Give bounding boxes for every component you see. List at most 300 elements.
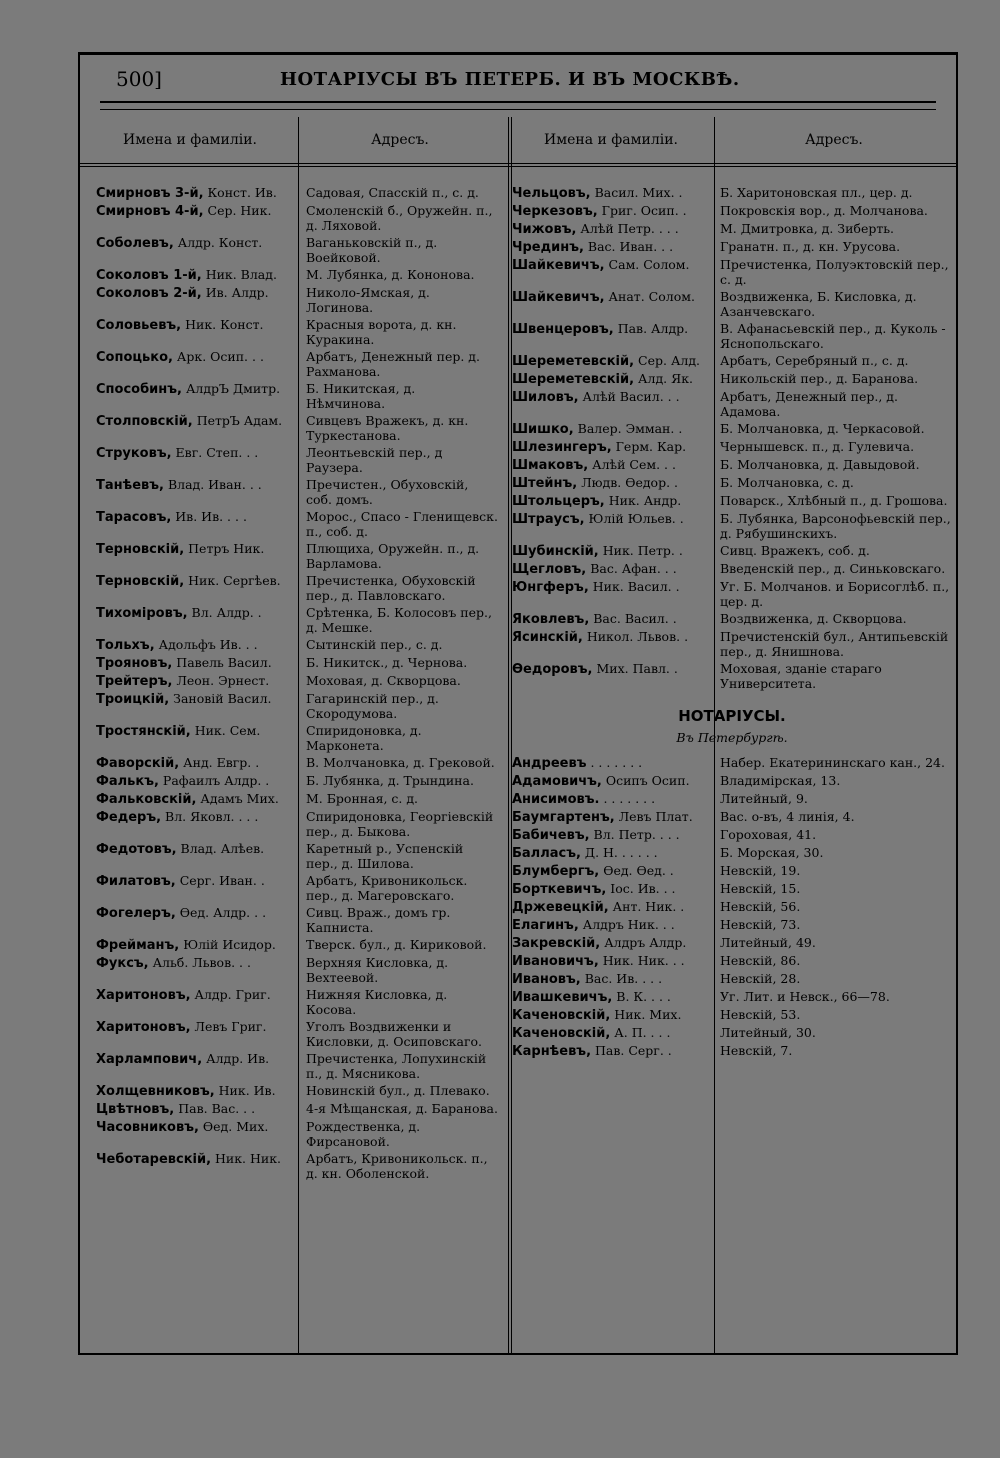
entry-surname: Соколовъ 2-й, xyxy=(96,286,202,301)
entry-initials: Павель Васил. xyxy=(176,655,272,670)
entry-initials: Ив. Ив. . . . xyxy=(175,509,247,524)
entry-initials: Ѳед. Ѳед. . xyxy=(603,863,674,878)
entry-row xyxy=(512,863,952,879)
entry-address: Моховая, зданіе стараго Университета. xyxy=(720,661,882,691)
entry-address: Гороховая, 41. xyxy=(720,827,817,842)
entry-address: Б. Никитская, д. Нѣмчинова. xyxy=(306,381,416,411)
entry-name xyxy=(512,289,716,319)
entry-name xyxy=(512,791,716,807)
entry-surname: Штейнъ, xyxy=(512,476,578,491)
entry-address: Арбатъ, Кривоникольск. пер., д. Магеровскаго. xyxy=(306,873,468,903)
entry-address: Морос., Спасо - Гленищевск. п., соб. д. xyxy=(306,509,498,539)
entry-initials: Пав. Алдр. xyxy=(617,321,689,336)
entry-name xyxy=(96,691,302,721)
entry-row xyxy=(96,791,498,807)
entry-row xyxy=(512,289,952,319)
entry-name xyxy=(512,755,716,771)
entry-name xyxy=(512,353,716,369)
entry-initials: Вас. Иван. . . xyxy=(587,239,674,254)
entry-name xyxy=(512,953,716,969)
entry-name xyxy=(512,773,716,789)
entry-name xyxy=(512,579,716,609)
entry-initials: Ник. Ник. . . xyxy=(602,953,685,968)
entry-name xyxy=(512,935,716,951)
entry-surname: Шиловъ, xyxy=(512,390,579,405)
entry-initials: Ив. Алдр. xyxy=(205,285,269,300)
entry-name xyxy=(512,629,716,659)
entry-address: Рождественка, д. Фирсановой. xyxy=(306,1119,421,1149)
entry-row xyxy=(512,371,952,387)
entry-surname: Щегловъ, xyxy=(512,562,587,577)
entry-address: Спиридоновка, д. Марконета. xyxy=(306,723,422,753)
entry-surname: Соболевъ, xyxy=(96,236,174,251)
entry-row xyxy=(512,1007,952,1023)
entry-initials: Влад. Иван. . . xyxy=(167,477,262,492)
entry-initials: Адольфъ Ив. . . xyxy=(158,637,258,652)
entry-name xyxy=(512,863,716,879)
entry-initials: Алдр. Григ. xyxy=(194,987,271,1002)
entry-surname: Каченовскій, xyxy=(512,1026,611,1041)
entry-address: Уг. Б. Молчанов. и Борисоглѣб. п., цер. д. xyxy=(720,579,950,609)
entry-surname: Смирновъ 4-й, xyxy=(96,204,204,219)
entry-address: Б. Харитоновская пл., цер. д. xyxy=(720,185,913,200)
entry-surname: Шмаковъ, xyxy=(512,458,589,473)
entry-initials: Юлій Юльев. . xyxy=(588,511,684,526)
entry-address: Нижняя Кисловка, д. Косова. xyxy=(306,987,448,1017)
page-number: 500] xyxy=(116,67,162,91)
entry-address: Каретный р., Успенскій пер., д. Шилова. xyxy=(306,841,464,871)
entry-name xyxy=(96,755,302,771)
entry-surname: Шишко, xyxy=(512,422,574,437)
entry-surname: Столповскій, xyxy=(96,414,193,429)
entry-row xyxy=(512,917,952,933)
entry-row xyxy=(96,987,498,1017)
entry-row xyxy=(512,773,952,789)
entry-initials: Людв. Ѳедор. . xyxy=(581,475,678,490)
entry-row xyxy=(512,755,952,771)
entry-address: В. Молчановка, д. Грековой. xyxy=(306,755,495,770)
entry-row xyxy=(512,475,952,491)
entry-row xyxy=(96,1151,498,1181)
entry-address: Тверск. бул., д. Кириковой. xyxy=(306,937,487,952)
entry-address: М. Лубянка, д. Кононова. xyxy=(306,267,475,282)
entry-initials: Герм. Кар. xyxy=(615,439,687,454)
entry-surname: Ивашкевичъ, xyxy=(512,990,613,1005)
entry-name xyxy=(512,493,716,509)
entry-surname: Фалькъ, xyxy=(96,774,159,789)
entry-surname: Терновскій, xyxy=(96,542,185,557)
entry-initials: Ник. Ив. xyxy=(218,1083,276,1098)
entry-initials: Влад. Алѣев. xyxy=(180,841,265,856)
entry-initials: Зановій Васил. xyxy=(173,691,272,706)
entry-address: Владимірская, 13. xyxy=(720,773,841,788)
entry-name xyxy=(512,457,716,473)
entry-initials: В. К. . . . xyxy=(616,989,671,1004)
entry-row xyxy=(512,611,952,627)
entry-name xyxy=(96,773,302,789)
entry-initials: Альб. Львов. . . xyxy=(152,955,251,970)
entry-surname: Цвѣтновъ, xyxy=(96,1102,175,1117)
entry-name xyxy=(512,511,716,541)
entry-row xyxy=(512,629,952,659)
entry-surname: Терновскій, xyxy=(96,574,185,589)
entry-address: Спиридоновка, Георгіевскій пер., д. Быкова. xyxy=(306,809,494,839)
entry-address: Б. Молчановка, с. д. xyxy=(720,475,854,490)
entry-initials: Адамъ Мих. xyxy=(200,791,279,806)
entry-address: Сытинскій пер., с. д. xyxy=(306,637,443,652)
entry-surname: Баумгартенъ, xyxy=(512,810,615,825)
entry-row xyxy=(96,873,498,903)
entry-surname: Адамовичъ, xyxy=(512,774,602,789)
entry-name xyxy=(96,655,302,671)
entry-surname: Соловьевъ, xyxy=(96,318,182,333)
section-subtitle: Въ Петербургѣ. xyxy=(676,730,788,745)
entry-address: Набер. Екатерининскаго кан., 24. xyxy=(720,755,945,770)
entry-initials: Ник. Мих. xyxy=(614,1007,682,1022)
entry-row xyxy=(96,285,498,315)
entry-name xyxy=(96,809,302,839)
entry-initials: Конст. Ив. xyxy=(207,185,277,200)
entry-row xyxy=(96,235,498,265)
entry-surname: Федеръ, xyxy=(96,810,162,825)
entry-initials: Ник. Андр. xyxy=(608,493,682,508)
entry-address: Невскій, 28. xyxy=(720,971,801,986)
entry-address: Невскій, 73. xyxy=(720,917,801,932)
entry-surname: Фогелеръ, xyxy=(96,906,176,921)
entry-name xyxy=(96,203,302,233)
entry-row xyxy=(96,267,498,283)
entry-address: Литейный, 9. xyxy=(720,791,808,806)
entry-surname: Яковлевъ, xyxy=(512,612,590,627)
entry-address: Воздвиженка, Б. Кисловка, д. Азанчевскаго. xyxy=(720,289,917,319)
entry-name xyxy=(96,573,302,603)
entry-initials: . . . . . . . xyxy=(590,755,643,770)
entry-name xyxy=(512,845,716,861)
entry-initials: Евг. Степ. . . xyxy=(175,445,259,460)
entry-row xyxy=(512,543,952,559)
entry-address: Б. Лубянка, Варсонофьевскій пер., д. Рябушинскихъ. xyxy=(720,511,951,541)
col-header-names-right: Имена и фамиліи. xyxy=(544,132,678,148)
entry-initials: Алѣй Сем. . . xyxy=(592,457,676,472)
entry-initials: Левъ Плат. xyxy=(618,809,693,824)
entry-address: Срѣтенка, Б. Колосовъ пер., д. Мешке. xyxy=(306,605,492,635)
entry-row xyxy=(96,573,498,603)
entry-initials: Вл. Алдр. . xyxy=(191,605,262,620)
entry-row xyxy=(512,845,952,861)
entry-initials: Ант. Ник. . xyxy=(612,899,685,914)
entry-row xyxy=(96,755,498,771)
entry-surname: Елагинъ, xyxy=(512,918,579,933)
entry-name xyxy=(512,661,716,691)
entry-address: Гранатн. п., д. кн. Урусова. xyxy=(720,239,901,254)
entry-surname: Швенцеровъ, xyxy=(512,322,614,337)
page-header xyxy=(80,67,956,97)
entry-initials: Пав. Серг. . xyxy=(595,1043,672,1058)
entry-row xyxy=(512,827,952,843)
entry-surname: Троицкій, xyxy=(96,692,170,707)
entry-surname: Харитоновъ, xyxy=(96,988,191,1003)
entry-address: Арбатъ, Денежный пер. д. Рахманова. xyxy=(306,349,480,379)
entry-address: Б. Лубянка, д. Трындина. xyxy=(306,773,474,788)
entry-row xyxy=(512,493,952,509)
entry-name xyxy=(96,723,302,753)
entry-initials: Петръ Ник. xyxy=(188,541,265,556)
col-header-address-left: Адресъ. xyxy=(371,132,429,148)
entry-surname: Танѣевъ, xyxy=(96,478,164,493)
entry-initials: Ник. Васил. . xyxy=(592,579,680,594)
entry-name xyxy=(96,267,302,283)
entry-initials: Алдръ Алдр. xyxy=(604,935,687,950)
entry-initials: Алѣй Васил. . . xyxy=(582,389,680,404)
entry-name xyxy=(512,809,716,825)
entry-surname: Черкезовъ, xyxy=(512,204,598,219)
entry-row xyxy=(512,1025,952,1041)
entry-surname: Шереметевскій, xyxy=(512,372,635,387)
entry-address: 4-я Мѣщанская, д. Баранова. xyxy=(306,1101,498,1116)
entry-surname: Федотовъ, xyxy=(96,842,177,857)
entry-address: Сивцевъ Вражекъ, д. кн. Туркестанова. xyxy=(306,413,469,443)
entry-address: Невскій, 7. xyxy=(720,1043,793,1058)
entry-row xyxy=(512,579,952,609)
entry-row xyxy=(96,413,498,443)
entry-surname: Тарасовъ, xyxy=(96,510,172,525)
entry-surname: Шлезингеръ, xyxy=(512,440,612,455)
entry-initials: Вас. Ив. . . . xyxy=(584,971,663,986)
entry-surname: Чижовъ, xyxy=(512,222,577,237)
entry-row xyxy=(512,389,952,419)
entry-name xyxy=(96,285,302,315)
entry-address: Покровскія вор., д. Молчанова. xyxy=(720,203,928,218)
entry-address: Уг. Лит. и Невск., 66—78. xyxy=(720,989,890,1004)
entry-name xyxy=(512,421,716,437)
entry-name xyxy=(96,477,302,507)
entry-address: Ваганьковскій п., д. Воейковой. xyxy=(306,235,438,265)
left-entries xyxy=(96,185,498,1183)
entry-address: Верхняя Кисловка, д. Вехтеевой. xyxy=(306,955,449,985)
col-header-names-left: Имена и фамиліи. xyxy=(123,132,257,148)
entry-initials: Алд. Як. xyxy=(638,371,693,386)
entry-row xyxy=(512,561,952,577)
entry-surname: Држевецкій, xyxy=(512,900,609,915)
entry-surname: Соколовъ 1-й, xyxy=(96,268,202,283)
entry-initials: Алдр. Конст. xyxy=(177,235,263,250)
entry-name xyxy=(96,317,302,347)
entry-name xyxy=(512,899,716,915)
entry-row xyxy=(96,541,498,571)
entry-initials: Мих. Павл. . xyxy=(596,661,678,676)
entry-name xyxy=(96,413,302,443)
entry-surname: Тихоміровъ, xyxy=(96,606,188,621)
entry-address: Гагаринскій пер., д. Скородумова. xyxy=(306,691,439,721)
entry-name xyxy=(512,971,716,987)
entry-address: Красныя ворота, д. кн. Куракина. xyxy=(306,317,457,347)
entry-name xyxy=(96,1083,302,1099)
entry-initials: Вас. Афан. . . xyxy=(590,561,677,576)
entry-address: Б. Молчановка, д. Давыдовой. xyxy=(720,457,920,472)
entry-surname: Шубинскій, xyxy=(512,544,599,559)
entry-surname: Способинъ, xyxy=(96,382,182,397)
entry-name xyxy=(512,203,716,219)
entry-surname: Трояновъ, xyxy=(96,656,173,671)
entry-initials: Ник. Петр. . xyxy=(602,543,683,558)
entry-name xyxy=(512,389,716,419)
entry-row xyxy=(512,257,952,287)
entry-address: Невскій, 15. xyxy=(720,881,801,896)
entry-row xyxy=(96,1083,498,1099)
entry-surname: Каченовскій, xyxy=(512,1008,611,1023)
entry-name xyxy=(512,239,716,255)
entry-name xyxy=(96,605,302,635)
entry-row xyxy=(96,637,498,653)
entry-address: Пречистенка, Полуэктовскій пер., с. д. xyxy=(720,257,949,287)
entry-name xyxy=(512,543,716,559)
entry-initials: Левъ Григ. xyxy=(194,1019,267,1034)
entry-name xyxy=(512,611,716,627)
entry-name xyxy=(512,827,716,843)
entry-initials: Пав. Вас. . . xyxy=(178,1101,256,1116)
column-divider xyxy=(508,117,509,1353)
entry-address: Введенскій пер., д. Синьковскаго. xyxy=(720,561,946,576)
entry-address: Николо-Ямская, д. Логинова. xyxy=(306,285,430,315)
entry-row xyxy=(512,881,952,897)
entry-name xyxy=(96,381,302,411)
entry-name xyxy=(96,905,302,935)
entry-initials: Іос. Ив. . . xyxy=(610,881,676,896)
entry-address: Невскій, 53. xyxy=(720,1007,801,1022)
entry-surname: Бабичевъ, xyxy=(512,828,590,843)
entry-row xyxy=(512,321,952,351)
entry-row xyxy=(512,203,952,219)
entry-address: Б. Никитск., д. Чернова. xyxy=(306,655,468,670)
entry-initials: Ѳед. Алдр. . . xyxy=(179,905,267,920)
entry-address: Вас. о-въ, 4 линія, 4. xyxy=(720,809,855,824)
entry-address: Пречистенка, Лопухинскій п., д. Мясникова. xyxy=(306,1051,487,1081)
entry-address: Поварск., Хлѣбный п., д. Грошова. xyxy=(720,493,948,508)
entry-initials: Леон. Эрнест. xyxy=(176,673,270,688)
entry-initials: ПетрЪ Адам. xyxy=(196,413,283,428)
entry-surname: Шереметевскій, xyxy=(512,354,635,369)
entry-name xyxy=(96,1119,302,1149)
entry-surname: Чеботаревскій, xyxy=(96,1152,212,1167)
entry-initials: Васил. Мих. . xyxy=(594,185,683,200)
entry-row xyxy=(512,1043,952,1059)
entry-surname: Фуксъ, xyxy=(96,956,149,971)
header-rule xyxy=(80,166,956,167)
entry-surname: Ивановъ, xyxy=(512,972,581,987)
entry-row xyxy=(96,1101,498,1117)
entry-row xyxy=(96,349,498,379)
entry-name xyxy=(96,841,302,871)
entry-row xyxy=(96,655,498,671)
entry-name xyxy=(96,235,302,265)
right-entries xyxy=(512,185,952,1061)
entry-surname: Юнгферъ, xyxy=(512,580,589,595)
entry-address: Никольскій пер., д. Баранова. xyxy=(720,371,919,386)
entry-address: Б. Морская, 30. xyxy=(720,845,824,860)
entry-initials: Алѣй Петр. . . . xyxy=(580,221,679,236)
entry-surname: Ѳедоровъ, xyxy=(512,662,593,677)
entry-row xyxy=(512,457,952,473)
entry-address: Моховая, д. Скворцова. xyxy=(306,673,461,688)
entry-surname: Ясинскій, xyxy=(512,630,583,645)
ornament-rule xyxy=(100,101,936,110)
entry-address: Невскій, 19. xyxy=(720,863,801,878)
entry-row xyxy=(512,439,952,455)
entry-row xyxy=(96,1051,498,1081)
entry-address: Уголъ Воздвиженки и Кисловки, д. Осиповскаго. xyxy=(306,1019,483,1049)
entry-name xyxy=(96,637,302,653)
entry-name xyxy=(512,371,716,387)
entry-row xyxy=(96,509,498,539)
entry-address: Пречистен., Обуховскій, соб. домъ. xyxy=(306,477,469,507)
entry-row xyxy=(512,239,952,255)
entry-name xyxy=(512,881,716,897)
entry-name xyxy=(96,791,302,807)
entry-address: Невскій, 56. xyxy=(720,899,801,914)
entry-initials: Сам. Солом. xyxy=(608,257,690,272)
entry-address: Чернышевск. п., д. Гулевича. xyxy=(720,439,915,454)
entry-initials: А. П. . . . xyxy=(614,1025,671,1040)
entry-name xyxy=(512,989,716,1005)
entry-surname: Блумбергъ, xyxy=(512,864,600,879)
entry-name xyxy=(512,1043,716,1059)
entry-row xyxy=(96,605,498,635)
entry-initials: Ник. Сергѣев. xyxy=(188,573,281,588)
entry-row xyxy=(96,841,498,871)
entry-initials: Серг. Иван. . xyxy=(179,873,265,888)
entry-name xyxy=(96,185,302,201)
entry-name xyxy=(96,349,302,379)
entry-surname: Чрединъ, xyxy=(512,240,584,255)
entry-address: М. Бронная, с. д. xyxy=(306,791,419,806)
col-header-address-right: Адресъ. xyxy=(805,132,863,148)
page xyxy=(78,52,958,1355)
entry-row xyxy=(96,955,498,985)
entry-name xyxy=(512,221,716,237)
entry-row xyxy=(96,185,498,201)
entry-surname: Струковъ, xyxy=(96,446,172,461)
entry-address: Плющиха, Оружейн. п., д. Варламова. xyxy=(306,541,480,571)
entry-name xyxy=(512,917,716,933)
entry-row xyxy=(512,809,952,825)
entry-surname: Шайкевичъ, xyxy=(512,290,605,305)
entry-surname: Закревскій, xyxy=(512,936,601,951)
entry-initials: Алдр. Ив. xyxy=(206,1051,270,1066)
spb-entry-list xyxy=(512,755,952,1059)
entry-row xyxy=(96,673,498,689)
entry-surname: Карнѣевъ, xyxy=(512,1044,592,1059)
entry-address: Садовая, Спасскій п., с. д. xyxy=(306,185,479,200)
page-title: НОТАРІУСЫ ВЪ ПЕТЕРБ. И ВЪ МОСКВѢ. xyxy=(280,69,740,90)
entry-row xyxy=(512,511,952,541)
entry-address: Воздвиженка, д. Скворцова. xyxy=(720,611,907,626)
entry-name xyxy=(96,445,302,475)
entry-surname: Чельцовъ, xyxy=(512,186,591,201)
entry-address: Литейный, 49. xyxy=(720,935,816,950)
entry-initials: Сер. Алд. xyxy=(638,353,701,368)
entry-initials: Вас. Васил. . xyxy=(593,611,677,626)
entry-row xyxy=(512,221,952,237)
entry-name xyxy=(96,1151,302,1181)
entry-surname: Смирновъ 3-й, xyxy=(96,186,204,201)
entry-name xyxy=(512,439,716,455)
entry-surname: Фрейманъ, xyxy=(96,938,180,953)
entry-initials: Анат. Солом. xyxy=(608,289,695,304)
entry-initials: Д. Н. . . . . . xyxy=(584,845,658,860)
entry-address: Новинскій бул., д. Плевако. xyxy=(306,1083,490,1098)
entry-name xyxy=(512,475,716,491)
entry-address: Литейный, 30. xyxy=(720,1025,816,1040)
